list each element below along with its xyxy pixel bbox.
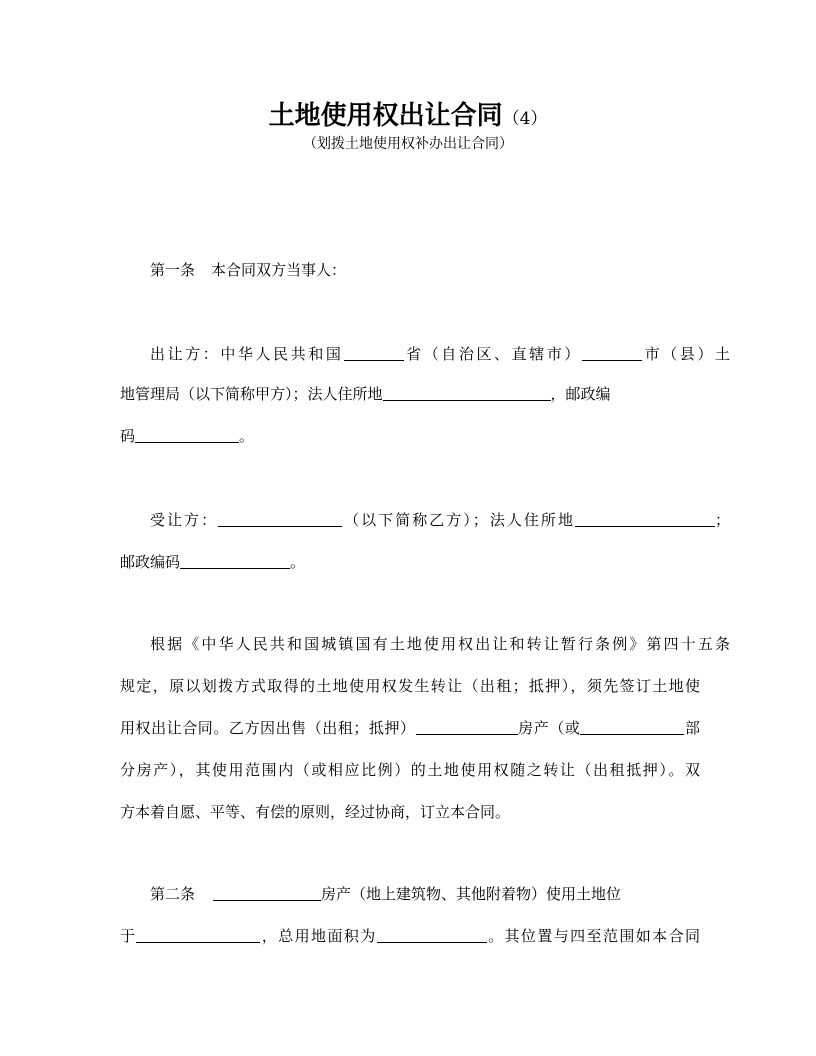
city-blank[interactable] <box>582 344 642 361</box>
area-blank[interactable] <box>377 926 487 943</box>
party-a-text: 。 <box>239 427 255 445</box>
article1-text: 本合同双方当事人： <box>211 261 347 279</box>
title-number: （4） <box>502 109 548 129</box>
page-subtitle: （划拨土地使用权补办出让合同） <box>303 136 513 152</box>
basis-line-5: 方本着自愿、平等、有偿的原则，经过协商，订立本合同。 <box>120 803 511 821</box>
article2-text: ，总用地面积为 <box>260 927 377 945</box>
party-a-text: 地管理局（以下简称甲方）；法人住所地 <box>120 385 383 403</box>
party-a-text: ，邮政编 <box>550 385 611 403</box>
basis-text: 房产（或 <box>517 719 581 737</box>
article2-line-2 <box>120 924 700 948</box>
party-b-text: 受让方： <box>150 511 219 529</box>
province-blank[interactable] <box>344 344 404 361</box>
party-a-line-2 <box>120 382 700 406</box>
title-text: 土地使用权出让合同 <box>268 101 503 131</box>
basis-line-4: 分房产），其使用范围内（或相应比例）的土地使用权随之转让（出租抵押）。双 <box>120 761 700 779</box>
basis-text: 用权出让合同。乙方因出售（出租；抵押） <box>120 719 416 737</box>
party-b-text: （以下简称乙方）；法人住所地 <box>342 511 575 529</box>
party-a-text: 省（自治区、直辖市） <box>403 345 583 363</box>
article2-property-blank[interactable] <box>213 884 321 901</box>
article1-heading: 第一条 <box>150 261 196 279</box>
party-b-line-1 <box>120 508 730 532</box>
article1-line <box>120 258 730 282</box>
title-block <box>0 96 816 139</box>
party-b-name-blank[interactable] <box>218 510 342 527</box>
party-a-text: 码 <box>120 427 136 445</box>
party-b-address-blank[interactable] <box>575 510 715 527</box>
party-a-text: 出让方：中华人民共和国 <box>150 345 344 363</box>
party-b-text: 邮政编码 <box>120 553 181 571</box>
party-b-text: ； <box>714 511 730 529</box>
article2-text: 。其位置与四至范围如本合同 <box>486 927 700 945</box>
party-a-postcode-blank[interactable] <box>135 426 239 443</box>
page-title <box>269 101 548 131</box>
property-blank[interactable] <box>416 718 518 735</box>
basis-line-1: 根据《中华人民共和国城镇国有土地使用权出让和转让暂行条例》第四十五条 <box>150 635 730 653</box>
basis-line-3 <box>120 716 700 740</box>
party-b-line-2 <box>120 550 700 574</box>
location-blank[interactable] <box>136 926 260 943</box>
party-a-line-3 <box>120 424 700 448</box>
party-a-text: 市（县）土 <box>642 345 730 363</box>
article2-heading: 第二条 <box>150 885 196 903</box>
basis-line-2: 规定，原以划拨方式取得的土地使用权发生转让（出租；抵押），须先签订土地使 <box>120 677 700 695</box>
party-a-address-blank[interactable] <box>383 384 551 401</box>
party-a-line-1 <box>120 342 730 366</box>
article2-text: 于 <box>120 927 137 945</box>
article2-line-1 <box>120 882 730 906</box>
basis-text: 部 <box>684 719 700 737</box>
article2-text: 房产（地上建筑物、其他附着物）使用土地位 <box>321 885 622 903</box>
partial-property-blank[interactable] <box>580 718 684 735</box>
party-b-text: 。 <box>290 553 306 571</box>
party-b-postcode-blank[interactable] <box>180 552 290 569</box>
